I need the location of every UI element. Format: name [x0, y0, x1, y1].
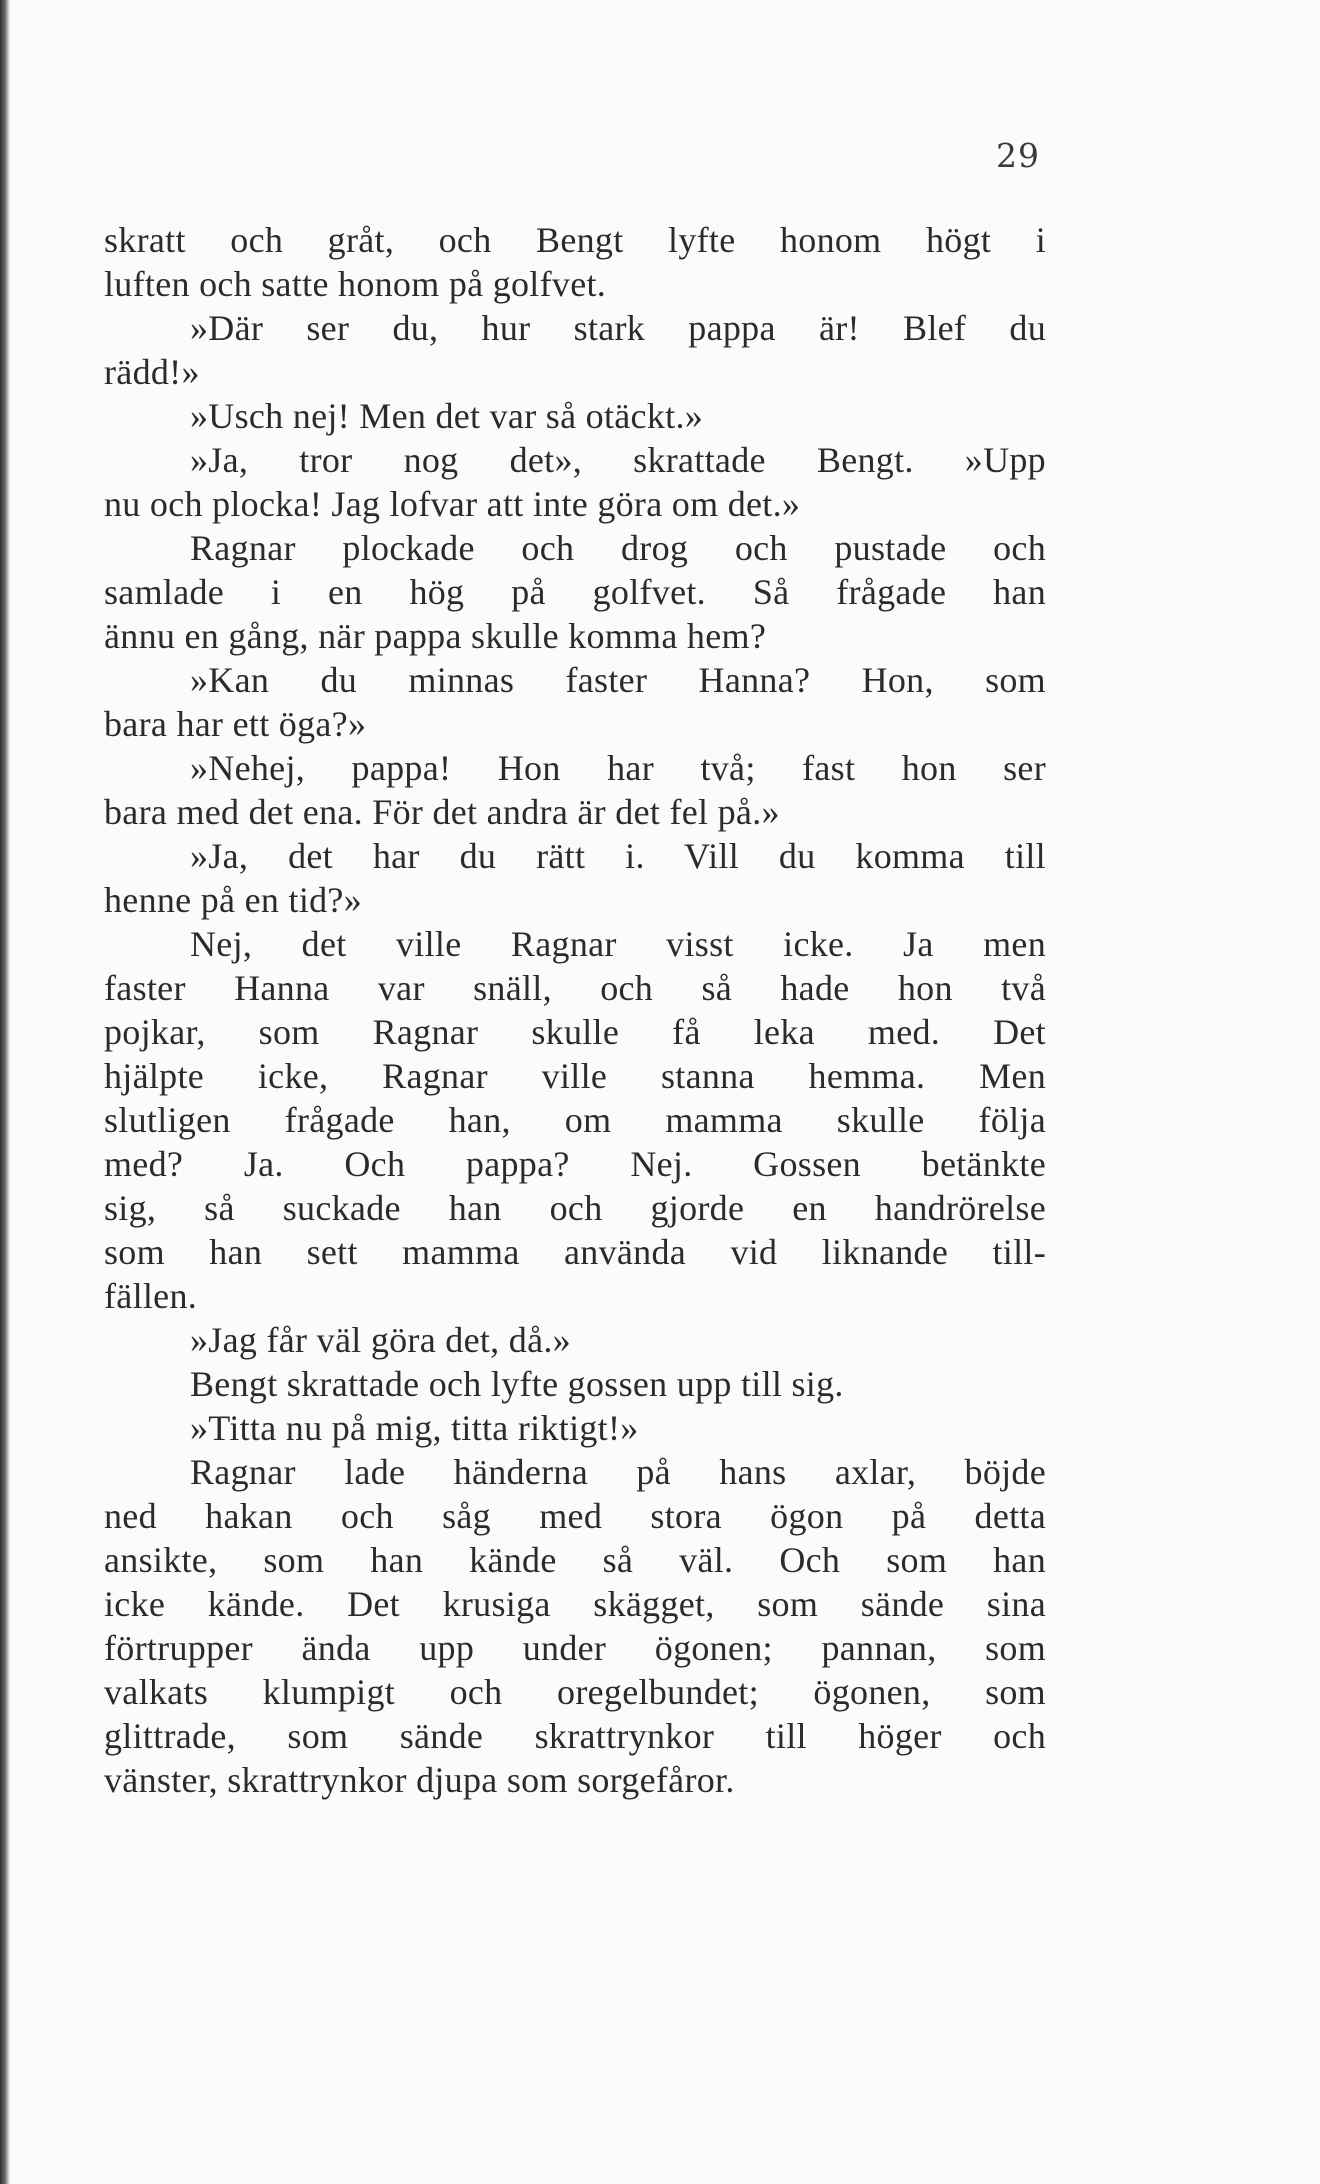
text-line: Nej, det ville Ragnar visst icke. Ja men — [190, 924, 1046, 964]
text-line: förtrupper ända upp under ögonen; pannan, som — [104, 1628, 1046, 1668]
text-line: »Ja, det har du rätt i. Vill du komma till — [190, 836, 1046, 876]
text-line: henne på en tid?» — [104, 880, 362, 920]
text-line: som han sett mamma använda vid liknande till- — [104, 1232, 1046, 1272]
text-line: »Kan du minnas faster Hanna? Hon, som — [190, 660, 1046, 700]
page-binding-edge — [0, 0, 10, 2184]
text-line: fällen. — [104, 1276, 198, 1316]
text-line: »Ja, tror nog det», skrattade Bengt. »Upp — [190, 440, 1046, 480]
text-line: »Usch nej! Men det var så otäckt.» — [190, 396, 704, 436]
text-line: pojkar, som Ragnar skulle få leka med. Det — [104, 1012, 1046, 1052]
text-line: med? Ja. Och pappa? Nej. Gossen betänkte — [104, 1144, 1046, 1184]
text-line: »Titta nu på mig, titta riktigt!» — [190, 1408, 639, 1448]
text-line: Bengt skrattade och lyfte gossen upp till sig. — [190, 1364, 844, 1404]
text-line: slutligen frågade han, om mamma skulle följa — [104, 1100, 1046, 1140]
text-line: ännu en gång, när pappa skulle komma hem? — [104, 616, 767, 656]
page-number: 29 — [996, 136, 1040, 175]
text-line: ned hakan och såg med stora ögon på detta — [104, 1496, 1046, 1536]
text-line: bara med det ena. För det andra är det fel på.» — [104, 792, 780, 832]
text-line: »Jag får väl göra det, då.» — [190, 1320, 571, 1360]
text-line: nu och plocka! Jag lofvar att inte göra om det.» — [104, 484, 801, 524]
body-text — [104, 218, 1046, 1802]
text-line: luften och satte honom på golfvet. — [104, 264, 607, 304]
text-line: hjälpte icke, Ragnar ville stanna hemma. Men — [104, 1056, 1046, 1096]
text-line: faster Hanna var snäll, och så hade hon två — [104, 968, 1046, 1008]
text-line: »Där ser du, hur stark pappa är! Blef du — [190, 308, 1046, 348]
text-line: icke kände. Det krusiga skägget, som sände sina — [104, 1584, 1046, 1624]
text-line: valkats klumpigt och oregelbundet; ögonen, som — [104, 1672, 1046, 1712]
text-line: ansikte, som han kände så väl. Och som han — [104, 1540, 1046, 1580]
text-line: sig, så suckade han och gjorde en handrörelse — [104, 1188, 1046, 1228]
text-line: skratt och gråt, och Bengt lyfte honom högt i — [104, 220, 1046, 260]
text-line: samlade i en hög på golfvet. Så frågade han — [104, 572, 1046, 612]
text-line: vänster, skrattrynkor djupa som sorgefåror. — [104, 1760, 735, 1800]
text-line: glittrade, som sände skrattrynkor till höger och — [104, 1716, 1046, 1756]
text-line: Ragnar plockade och drog och pustade och — [190, 528, 1046, 568]
text-line: rädd!» — [104, 352, 200, 392]
text-line: Ragnar lade händerna på hans axlar, böjde — [190, 1452, 1046, 1492]
text-line: »Nehej, pappa! Hon har två; fast hon ser — [190, 748, 1046, 788]
text-line: bara har ett öga?» — [104, 704, 367, 744]
